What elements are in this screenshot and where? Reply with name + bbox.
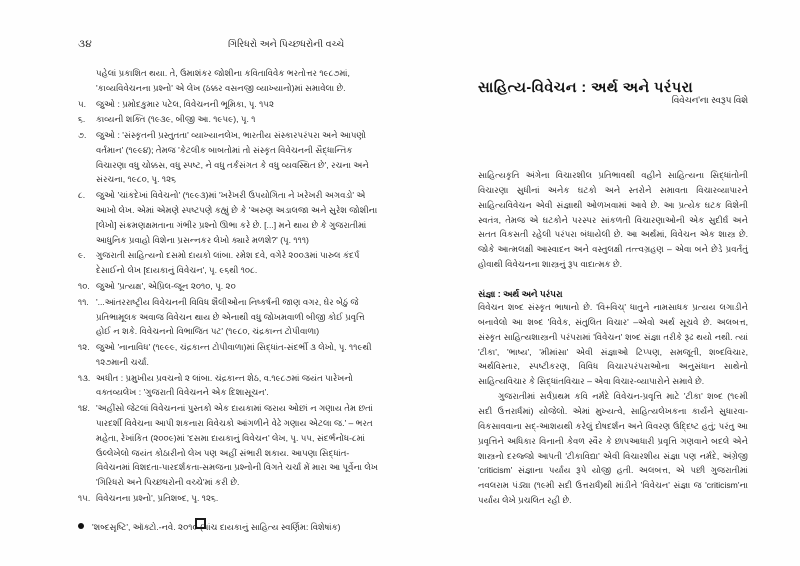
footnote-number: ૯. bbox=[78, 250, 86, 261]
square-ornament-icon bbox=[195, 518, 206, 529]
footnote-item bbox=[78, 248, 378, 278]
footnote-number: ૮. bbox=[78, 190, 86, 201]
footnote-item bbox=[78, 401, 378, 490]
verso-notes-column bbox=[78, 66, 378, 534]
footnote-item bbox=[78, 279, 378, 294]
footnote-number: ૧૦. bbox=[78, 280, 90, 291]
footnote-text: જુઓ 'ચાંકદેખાં વિવેચનો' (૧૯૯૩)માં 'ખરેખરી ઉપયોગિતા ને ખરેખરી અગવડો' એ આખો લેખ. એમાં એમણે સ્પષ્ટપણે કહ્યું છે કે 'અરુણ અડાલજા અને સુરેશ જોશીના [લેખો] સંક્રમણક્ષમતાના ગંભીર પ્રશ્નો ઊભા કરે છે. [...] મને થાય છે કે ગુજરાતીમાં આધુનિક પ્રવાહો વિશેના પ્રસન્નકર લેખો ક્યારે મળશે?' (પૃ. ૧૧૧) bbox=[96, 190, 378, 245]
section-heading: સંજ્ઞા : અર્થ અને પરંપરા bbox=[478, 289, 563, 300]
continued-paragraph: પહેલાં પ્રકાશિત થયા. તે, ઉમાશંકર જોશીના કવિતાવિવેક ભરતોત્તર ૧૯૮૭માં, 'કાવ્યવિવેચનના પ્રશ્નો' એ લેખ (ઠક્કર વસનજી વ્યાખ્યાનો)માં સમાવેલા છે. bbox=[96, 68, 350, 93]
footnote-number: ૧૨. bbox=[78, 342, 90, 353]
footnote-number: ૧૧. bbox=[78, 296, 89, 307]
footnote-text: જુઓ : 'સંસ્કૃતની પ્રસ્તુતતા' વ્યાખ્યાનલેખ, ભારતીય સંસ્કારપરંપરા અને આપણો વર્તમાન' (૧૯૯૪); તેમજ 'કેટલીક બાબતોમાં તો સંસ્કૃત વિવેચનની સૈદ્ધાન્તિક વિચારણા વધુ ચોક્કસ, વધુ સ્પષ્ટ, ને વધુ તર્કસંગત કે વધુ વ્યવસ્થિત છે', રચના અને સંરચના, ૧૯૮૦, પૃ. ૧૨૬ bbox=[96, 130, 369, 185]
verso-running-header bbox=[78, 38, 378, 51]
footnote-item bbox=[78, 97, 378, 112]
footnote-number: ૭. bbox=[78, 130, 87, 141]
chapter-subtitle: વિવેચન'ના સ્વરૂપ વિશે bbox=[671, 95, 748, 105]
footnote-text: જુઓ : પ્રમોદકુમાર પટેલ, વિવેચનની ભૂમિકા, પૃ. ૧૫૨ bbox=[96, 98, 275, 109]
footnote-item bbox=[78, 491, 378, 506]
footnote-item bbox=[78, 128, 378, 187]
footnote-text: અધીત : પ્રમુખીય પ્રવચનો ૨ લાંબા. ચંદ્રકાન્ત શેઠ, વ.૧૯૮૭માં જયંત પારેખનો વક્તવ્યલેખ : 'ગુજરાતી વિવેચનને એક દિશાસૂચન'. bbox=[96, 372, 353, 398]
footnote-number: ૬. bbox=[78, 114, 86, 125]
chapter-title: સાહિત્ય-વિવેચન : અર્થ અને પરંપરા bbox=[478, 79, 694, 96]
footnote-text: વિવેચનના પ્રશ્નો', પ્રતિશબ્દ, પૃ. ૧૨૬. bbox=[96, 492, 219, 503]
footnote-item bbox=[78, 340, 378, 370]
footnote-number: ૧૩. bbox=[78, 372, 91, 383]
opening-paragraph: સાહિત્યકૃતિ અંગેના વિચારશીલ પ્રતિભાવથી વહીને સાહિત્યના સિદ્ધાંતોની વિચારણા સુધીનાં અનેક ઘટકો અને સ્તરોને સમાવતા વિચારવ્યાપારને સાહિત્યવિવેચન એવી સંજ્ઞાથી ઓળખવામાં આવે છે. આ પ્રત્યેક ઘટક વિશેની સ્વતંત્ર, તેમજ એ ઘટકોને પરસ્પર સાંકળતી વિચારણાઓની એક સુદીર્ઘ અને સતત વિકસતી રહેલી પરંપરા બંધાયેલી છે. આ અર્થમાં, વિવેચન એક શાસ્ત્ર છે. જોકે આત્મલક્ષી આસ્વાદન અને વસ્તુલક્ષી તત્ત્વગ્રહણ – એવા બને છેડે પ્રવર્તતું હોવાથી વિવેચનના શાસ્ત્રનું રૂપ વાદાત્મક છે. bbox=[478, 170, 748, 270]
footnote-text: 'અહીંસો જેટલાં વિવેચનનાં પુસ્તકો એક દાયકામાં જરાય ઓછાં ન ગણાય તેમ છતાં પારદર્શી વિવેચના આપી શકનારા વિવેચકો આંગળીને વેઢે ગણાય એટલા જ.' – ભરત મહેતા, રેખાંકિત (૨૦૦૯)માં 'દસમા દાયકાનું વિવેચન' લેખ, પૃ. ૫૫, સંદર્ભનોંધ-૮માં ઉલ્લેખેલો જયંત કોઠારીનો લેખ પણ અહીં સંભારી શકાય. આપણા સિદ્ધાંત-વિવેચનમાં વિશદતા-પારદર્શકતા-સમજના પ્રશ્નોની વિગતે ચર્ચા મેં મારા આ પૂર્વેના લેખ 'ગિરિધરો અને પિચ્છધરોની વચ્ચે'માં કરી છે. bbox=[96, 403, 378, 488]
body-paragraph: વિવેચન શબ્દ સંસ્કૃત ભાષાનો છે. 'વિ+વિચ્' ધાતુને નામસાધક પ્રત્યય લગાડીને બનાવેલો આ શબ્દ 'વિવેક, સંતુલિત વિચાર' –એવો અર્થ સૂચવે છે. અલબત્ત, સંસ્કૃત સાહિત્યશાસ્ત્રની પરંપરામાં 'વિવેચન' શબ્દ સંજ્ઞા તરીકે રૂઢ થયો નથી. ત્યાં 'ટીકા', 'ભાષ્ય', 'મીમાંસા' એવી સંજ્ઞાઓ ટિપ્પણ, સમજૂતી, શબ્દવિચાર, અર્થવિસ્તાર, સ્પષ્ટીકરણ, વિવિધ વિચારપરંપરાઓના અનુસંધાન સાથેનો સાહિત્યવિચાર કે સિદ્ધાંતવિચાર – એવા વિચાર-વ્યાપારોને સમાવે છે. bbox=[478, 302, 748, 387]
footnote-item bbox=[78, 371, 378, 401]
footnote-number: ૫. bbox=[78, 98, 87, 109]
source-note-text: 'શબ્દસૃષ્ટિ', ઑક્ટો.-નવે. ૨૦૧૦ (પાંચ દાયકાનું સાહિત્ય સ્વર્ણિમ: વિશેષાંક) bbox=[92, 521, 341, 532]
footnote-number: ૧૪. bbox=[78, 403, 90, 414]
footnote-text: કાવ્યની શક્તિ (૧૯૩૯, બીજી આ. ૧૯૫૯), પૃ. ૧ bbox=[96, 114, 256, 125]
body-paragraph: ગુજરાતીમાં સર્વપ્રથમ કવિ નર્મદે વિવેચન-પ્રવૃત્તિ માટે 'ટીકા' શબ્દ (૧૯મી સદી ઉત્તરાર્ધમાં) યોજેલો. એમાં મુખ્યત્વે, સાહિત્યલેખકના કાર્યને સુધારવા-વિકસાવવાના સદ્-આશયથી કરેલું દોષદર્શન અને વિવરણ ઉદ્દિષ્ટ હતું; પરંતુ આ પ્રવૃત્તિને અધિકાર વિનાની કેવળ સ્વૈર કે છાપઆધારી પ્રવૃત્તિ ગણવાને બદલે એને શાસ્ત્રનો દરજ્જો આપતી 'ટીકાવિદ્યા' એવી વિચારશીય સંજ્ઞા પણ નર્મદે, અંગ્રેજી 'criticism' સંજ્ઞાના પર્યાય રૂપે યોજી હતી. અલબત્ત, એ પછી ગુજરાતીમાં નવલરામ પંડ્યા (૧૯મી સદી ઉત્તરાર્ધ)થી માંડીને 'વિવેચન' સંજ્ઞા જ 'criticism'ના પર્યાય લેખે પ્રચલિત રહી છે. bbox=[478, 391, 748, 506]
end-ornament bbox=[0, 518, 400, 531]
footnote-text: જુઓ 'પ્રત્યક્ષ', એપ્રિલ-જૂન ૨૦૧૦, પૃ. ૨૦ bbox=[96, 280, 236, 291]
footnote-item bbox=[78, 112, 378, 127]
page-folio-number: ૩૪ bbox=[78, 38, 92, 50]
running-head-title: ગિરિધરો અને પિચ્છધરોની વચ્ચે bbox=[228, 39, 345, 50]
footnote-text: '...આંતરરાષ્ટ્રીય વિવેચનની વિવિધ શૈલીઓના નિષ્કર્ષની જાણ વગર, ઘેર બેઠું જે પ્રતિભામૂલક અવાજ વિવેચન થાય છે એનાથી વધુ જોખમવાળી બીજી કોઈ પ્રવૃત્તિ હોઈ ન શકે. વિવેચનનો વિભાજિત પટ' (૧૯૮૦, ચંદ્રકાન્ત ટોપીવાળા) bbox=[96, 296, 365, 337]
footnote-item bbox=[78, 188, 378, 247]
footnote-item bbox=[78, 295, 378, 339]
recto-page bbox=[400, 0, 800, 566]
footnote-text: જુઓ 'નાનાવિધ' (૧૯૯૯, ચંદ્રકાન્ત ટોપીવાળા)માં સિદ્ધાંત-સંદર્ભી ૩ લેખો, પૃ. ૧૧૯થી ૧૨૭માની ચર્ચા. bbox=[96, 342, 372, 367]
recto-text-column bbox=[478, 168, 748, 508]
footnote-text: ગુજરાતી સાહિત્યનો દસમો દાયકો લાંબા. રમેશ દવે, વગેરે ૨૦૦૩માં પારુલ કંદર્પ દેસાઈનો લેખ [દાયકાનું વિવેચન', પૃ. ૯૬થી ૧૦૮. bbox=[96, 250, 360, 276]
footnote-number: ૧૫. bbox=[78, 492, 91, 503]
